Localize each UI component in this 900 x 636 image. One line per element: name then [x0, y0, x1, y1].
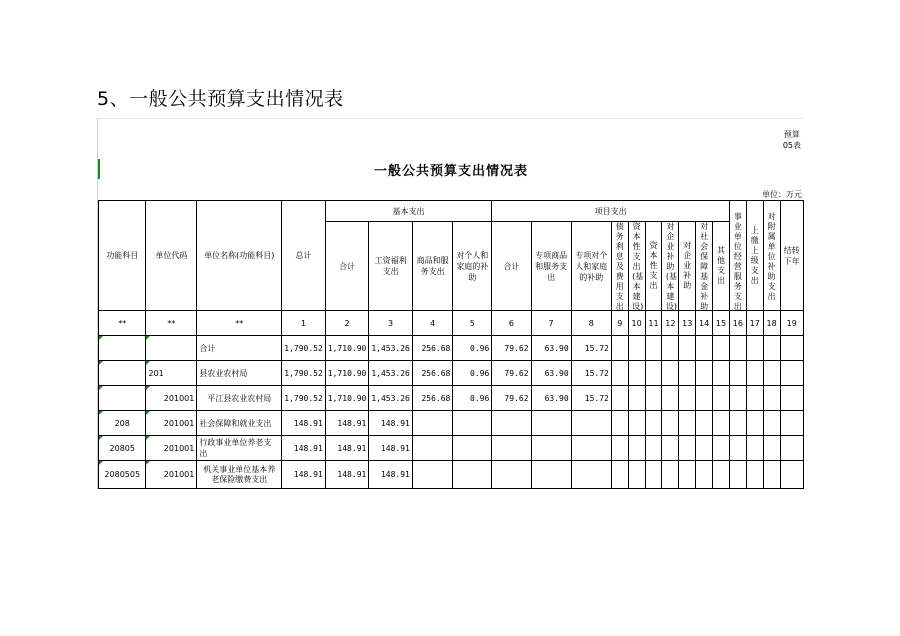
empty-cell[interactable]: [763, 436, 780, 461]
empty-cell[interactable]: [763, 336, 780, 361]
empty-cell[interactable]: [696, 436, 713, 461]
cell-p-goods[interactable]: [531, 411, 571, 436]
index-cell[interactable]: 17: [746, 311, 763, 336]
cell-b-goods[interactable]: [412, 461, 453, 489]
cell-name[interactable]: 县农业农村局: [197, 361, 282, 386]
cell-b-wage[interactable]: 1,453.26: [369, 361, 413, 386]
empty-cell[interactable]: [662, 436, 679, 461]
cell-func[interactable]: [99, 386, 146, 411]
empty-cell[interactable]: [611, 411, 628, 436]
empty-cell[interactable]: [780, 461, 803, 489]
cell-p-sum[interactable]: 79.62: [492, 386, 531, 411]
cell-b-sum[interactable]: 1,710.90: [325, 386, 369, 411]
cell-code[interactable]: 201001: [146, 436, 197, 461]
table-code-label: 预算 05表: [782, 130, 801, 150]
cell-name[interactable]: 合计: [197, 336, 282, 361]
cell-p-indiv[interactable]: [571, 436, 611, 461]
index-cell[interactable]: 19: [780, 311, 803, 336]
table-row: [99, 461, 804, 489]
empty-cell[interactable]: [662, 461, 679, 489]
cell-b-indiv[interactable]: 0.96: [453, 336, 492, 361]
empty-cell[interactable]: [611, 386, 628, 411]
header-basic-group[interactable]: 基本支出: [325, 201, 491, 222]
cell-b-sum[interactable]: 148.91: [325, 461, 369, 489]
empty-cell[interactable]: [696, 411, 713, 436]
empty-cell[interactable]: [729, 386, 746, 411]
empty-cell[interactable]: [746, 461, 763, 489]
cell-p-goods[interactable]: [531, 436, 571, 461]
cell-b-goods[interactable]: 256.68: [412, 336, 453, 361]
empty-cell[interactable]: [713, 386, 730, 411]
cell-p-goods[interactable]: [531, 461, 571, 489]
index-cell[interactable]: 10: [628, 311, 645, 336]
cell-total[interactable]: 1,790.52: [282, 336, 326, 361]
index-cell[interactable]: 9: [611, 311, 628, 336]
cell-b-goods[interactable]: 256.68: [412, 361, 453, 386]
cell-b-indiv[interactable]: 0.96: [453, 386, 492, 411]
unit-note: 单位：万元: [762, 190, 802, 199]
header-project-v3[interactable]: 资本性支出: [645, 222, 662, 311]
empty-cell[interactable]: [679, 336, 696, 361]
header-basic-indiv[interactable]: 对个人和家庭的补助: [453, 222, 492, 311]
cell-code[interactable]: 201001: [146, 386, 197, 411]
index-cell[interactable]: 6: [492, 311, 531, 336]
empty-cell[interactable]: [729, 411, 746, 436]
table-row: [99, 436, 804, 461]
empty-cell[interactable]: [713, 361, 730, 386]
empty-cell[interactable]: [628, 461, 645, 489]
cell-code[interactable]: 201001: [146, 461, 197, 489]
empty-cell[interactable]: [746, 361, 763, 386]
cell-b-indiv[interactable]: 0.96: [453, 361, 492, 386]
empty-cell[interactable]: [713, 411, 730, 436]
empty-cell[interactable]: [729, 461, 746, 489]
empty-cell[interactable]: [645, 436, 662, 461]
column-index-row: [99, 311, 804, 336]
cell-name[interactable]: 社会保障和就业支出: [197, 411, 282, 436]
empty-cell[interactable]: [780, 361, 803, 386]
header-project-v2[interactable]: 资本性支出(基本建设): [628, 222, 645, 311]
empty-cell[interactable]: [729, 361, 746, 386]
header-tail-col-1[interactable]: 事业单位经营服务支出: [729, 201, 746, 311]
cell-b-goods[interactable]: 256.68: [412, 386, 453, 411]
empty-cell[interactable]: [713, 461, 730, 489]
empty-cell[interactable]: [679, 461, 696, 489]
cell-b-wage[interactable]: 148.91: [369, 436, 413, 461]
cell-p-sum[interactable]: [492, 461, 531, 489]
empty-cell[interactable]: [780, 436, 803, 461]
cell-p-sum[interactable]: [492, 411, 531, 436]
empty-cell[interactable]: [696, 361, 713, 386]
empty-cell[interactable]: [679, 386, 696, 411]
cell-total[interactable]: 148.91: [282, 411, 326, 436]
empty-cell[interactable]: [645, 336, 662, 361]
cell-code[interactable]: 201001: [146, 411, 197, 436]
empty-cell[interactable]: [679, 361, 696, 386]
index-cell[interactable]: 15: [713, 311, 730, 336]
empty-cell[interactable]: [780, 411, 803, 436]
cell-b-sum[interactable]: 148.91: [325, 411, 369, 436]
header-project-v4[interactable]: 对企业补助(基本建设): [662, 222, 679, 311]
cell-p-indiv[interactable]: [571, 411, 611, 436]
cell-b-goods[interactable]: [412, 436, 453, 461]
cell-code[interactable]: [146, 336, 197, 361]
empty-cell[interactable]: [679, 411, 696, 436]
empty-cell[interactable]: [628, 411, 645, 436]
cell-code[interactable]: 201: [146, 361, 197, 386]
cell-p-sum[interactable]: 79.62: [492, 336, 531, 361]
empty-cell[interactable]: [611, 461, 628, 489]
empty-cell[interactable]: [628, 361, 645, 386]
header-unit-code[interactable]: 单位代码: [146, 201, 197, 311]
index-cell[interactable]: **: [197, 311, 282, 336]
empty-cell[interactable]: [729, 336, 746, 361]
cell-p-sum[interactable]: 79.62: [492, 361, 531, 386]
header-project-v6[interactable]: 对社会保障基金补助: [696, 222, 713, 311]
empty-cell[interactable]: [628, 436, 645, 461]
header-tail-col-3[interactable]: 对附属单位补助支出: [763, 201, 780, 311]
header-project-group[interactable]: 项目支出: [492, 201, 730, 222]
empty-cell[interactable]: [611, 361, 628, 386]
header-row-group: [99, 201, 804, 222]
cell-p-goods[interactable]: 63.90: [531, 336, 571, 361]
cell-b-indiv[interactable]: [453, 461, 492, 489]
index-cell[interactable]: 7: [531, 311, 571, 336]
empty-cell[interactable]: [729, 436, 746, 461]
index-cell[interactable]: 11: [645, 311, 662, 336]
table-title: 一般公共预算支出情况表: [373, 164, 528, 179]
header-project-goods[interactable]: 专项商品和服务支出: [531, 222, 571, 311]
empty-cell[interactable]: [611, 436, 628, 461]
header-total[interactable]: 总计: [282, 201, 326, 311]
empty-cell[interactable]: [763, 411, 780, 436]
cell-b-sum[interactable]: 148.91: [325, 436, 369, 461]
cell-total[interactable]: 1,790.52: [282, 386, 326, 411]
header-basic-wage[interactable]: 工资福利支出: [369, 222, 413, 311]
table-row: [99, 336, 804, 361]
cell-b-goods[interactable]: [412, 411, 453, 436]
cell-p-sum[interactable]: [492, 436, 531, 461]
empty-cell[interactable]: [662, 336, 679, 361]
cell-b-sum[interactable]: 1,710.90: [325, 361, 369, 386]
cell-b-wage[interactable]: 1,453.26: [369, 386, 413, 411]
empty-cell[interactable]: [763, 461, 780, 489]
cell-p-indiv[interactable]: 15.72: [571, 386, 611, 411]
empty-cell[interactable]: [713, 336, 730, 361]
cell-b-wage[interactable]: 148.91: [369, 411, 413, 436]
header-basic-goods[interactable]: 商品和服务支出: [412, 222, 453, 311]
empty-cell[interactable]: [780, 336, 803, 361]
index-cell[interactable]: 12: [662, 311, 679, 336]
empty-cell[interactable]: [746, 436, 763, 461]
cell-b-wage[interactable]: 1,453.26: [369, 336, 413, 361]
index-cell[interactable]: 13: [679, 311, 696, 336]
empty-cell[interactable]: [713, 436, 730, 461]
index-cell[interactable]: 18: [763, 311, 780, 336]
empty-cell[interactable]: [746, 336, 763, 361]
cell-total[interactable]: 148.91: [282, 436, 326, 461]
index-cell[interactable]: **: [146, 311, 197, 336]
cell-func[interactable]: 208: [99, 411, 146, 436]
empty-cell[interactable]: [763, 361, 780, 386]
index-cell[interactable]: **: [99, 311, 146, 336]
cell-name[interactable]: 机关事业单位基本养老保险缴费支出: [197, 461, 282, 489]
cell-p-goods[interactable]: 63.90: [531, 386, 571, 411]
index-cell[interactable]: 8: [571, 311, 611, 336]
index-cell[interactable]: 1: [282, 311, 326, 336]
header-func-subject[interactable]: 功能科目: [99, 201, 146, 311]
budget-expenditure-table: [98, 200, 804, 489]
header-project-v1[interactable]: 债务利息及费用支出: [611, 222, 628, 311]
empty-cell[interactable]: [746, 386, 763, 411]
empty-cell[interactable]: [645, 461, 662, 489]
empty-cell[interactable]: [662, 411, 679, 436]
empty-cell[interactable]: [645, 386, 662, 411]
cell-b-indiv[interactable]: [453, 411, 492, 436]
header-project-v7[interactable]: 其他支出: [713, 222, 730, 311]
header-basic-sum[interactable]: 合计: [325, 222, 369, 311]
header-tail-col-2[interactable]: 上缴上级支出: [746, 201, 763, 311]
empty-cell[interactable]: [645, 411, 662, 436]
index-cell[interactable]: 14: [696, 311, 713, 336]
cell-total[interactable]: 1,790.52: [282, 361, 326, 386]
cell-p-indiv[interactable]: [571, 461, 611, 489]
index-cell[interactable]: 4: [412, 311, 453, 336]
table-row: [99, 411, 804, 436]
cell-name[interactable]: 平江县农业农村局: [197, 386, 282, 411]
index-cell[interactable]: 5: [453, 311, 492, 336]
index-cell[interactable]: 3: [369, 311, 413, 336]
empty-cell[interactable]: [696, 336, 713, 361]
document-heading: 5、一般公共预算支出情况表: [97, 88, 344, 110]
cell-p-goods[interactable]: 63.90: [531, 361, 571, 386]
empty-cell[interactable]: [645, 361, 662, 386]
cell-b-wage[interactable]: 148.91: [369, 461, 413, 489]
header-unit-name[interactable]: 单位名称(功能科目): [197, 201, 282, 311]
cell-func[interactable]: [99, 336, 146, 361]
empty-cell[interactable]: [628, 386, 645, 411]
header-project-sum[interactable]: 合计: [492, 222, 531, 311]
table-row: [99, 386, 804, 411]
cell-func[interactable]: 2080505: [99, 461, 146, 489]
empty-cell[interactable]: [611, 336, 628, 361]
empty-cell[interactable]: [780, 386, 803, 411]
cell-b-sum[interactable]: 1,710.90: [325, 336, 369, 361]
empty-cell[interactable]: [696, 386, 713, 411]
spreadsheet-view[interactable]: [97, 118, 804, 489]
cell-b-indiv[interactable]: [453, 436, 492, 461]
header-project-indiv[interactable]: 专项对个人和家庭的补助: [571, 222, 611, 311]
cell-name[interactable]: 行政事业单位养老支出: [197, 436, 282, 461]
cell-p-indiv[interactable]: 15.72: [571, 336, 611, 361]
empty-cell[interactable]: [696, 461, 713, 489]
empty-cell[interactable]: [746, 411, 763, 436]
header-carryover[interactable]: 结转下年: [780, 201, 803, 311]
index-cell[interactable]: 2: [325, 311, 369, 336]
empty-cell[interactable]: [628, 336, 645, 361]
table-row: [99, 361, 804, 386]
empty-cell[interactable]: [679, 436, 696, 461]
cell-func[interactable]: [99, 361, 146, 386]
cell-func[interactable]: 20805: [99, 436, 146, 461]
header-project-v5[interactable]: 对企业补助: [679, 222, 696, 311]
cell-p-indiv[interactable]: 15.72: [571, 361, 611, 386]
empty-cell[interactable]: [763, 386, 780, 411]
empty-cell[interactable]: [662, 361, 679, 386]
empty-cell[interactable]: [662, 386, 679, 411]
index-cell[interactable]: 16: [729, 311, 746, 336]
cell-total[interactable]: 148.91: [282, 461, 326, 489]
